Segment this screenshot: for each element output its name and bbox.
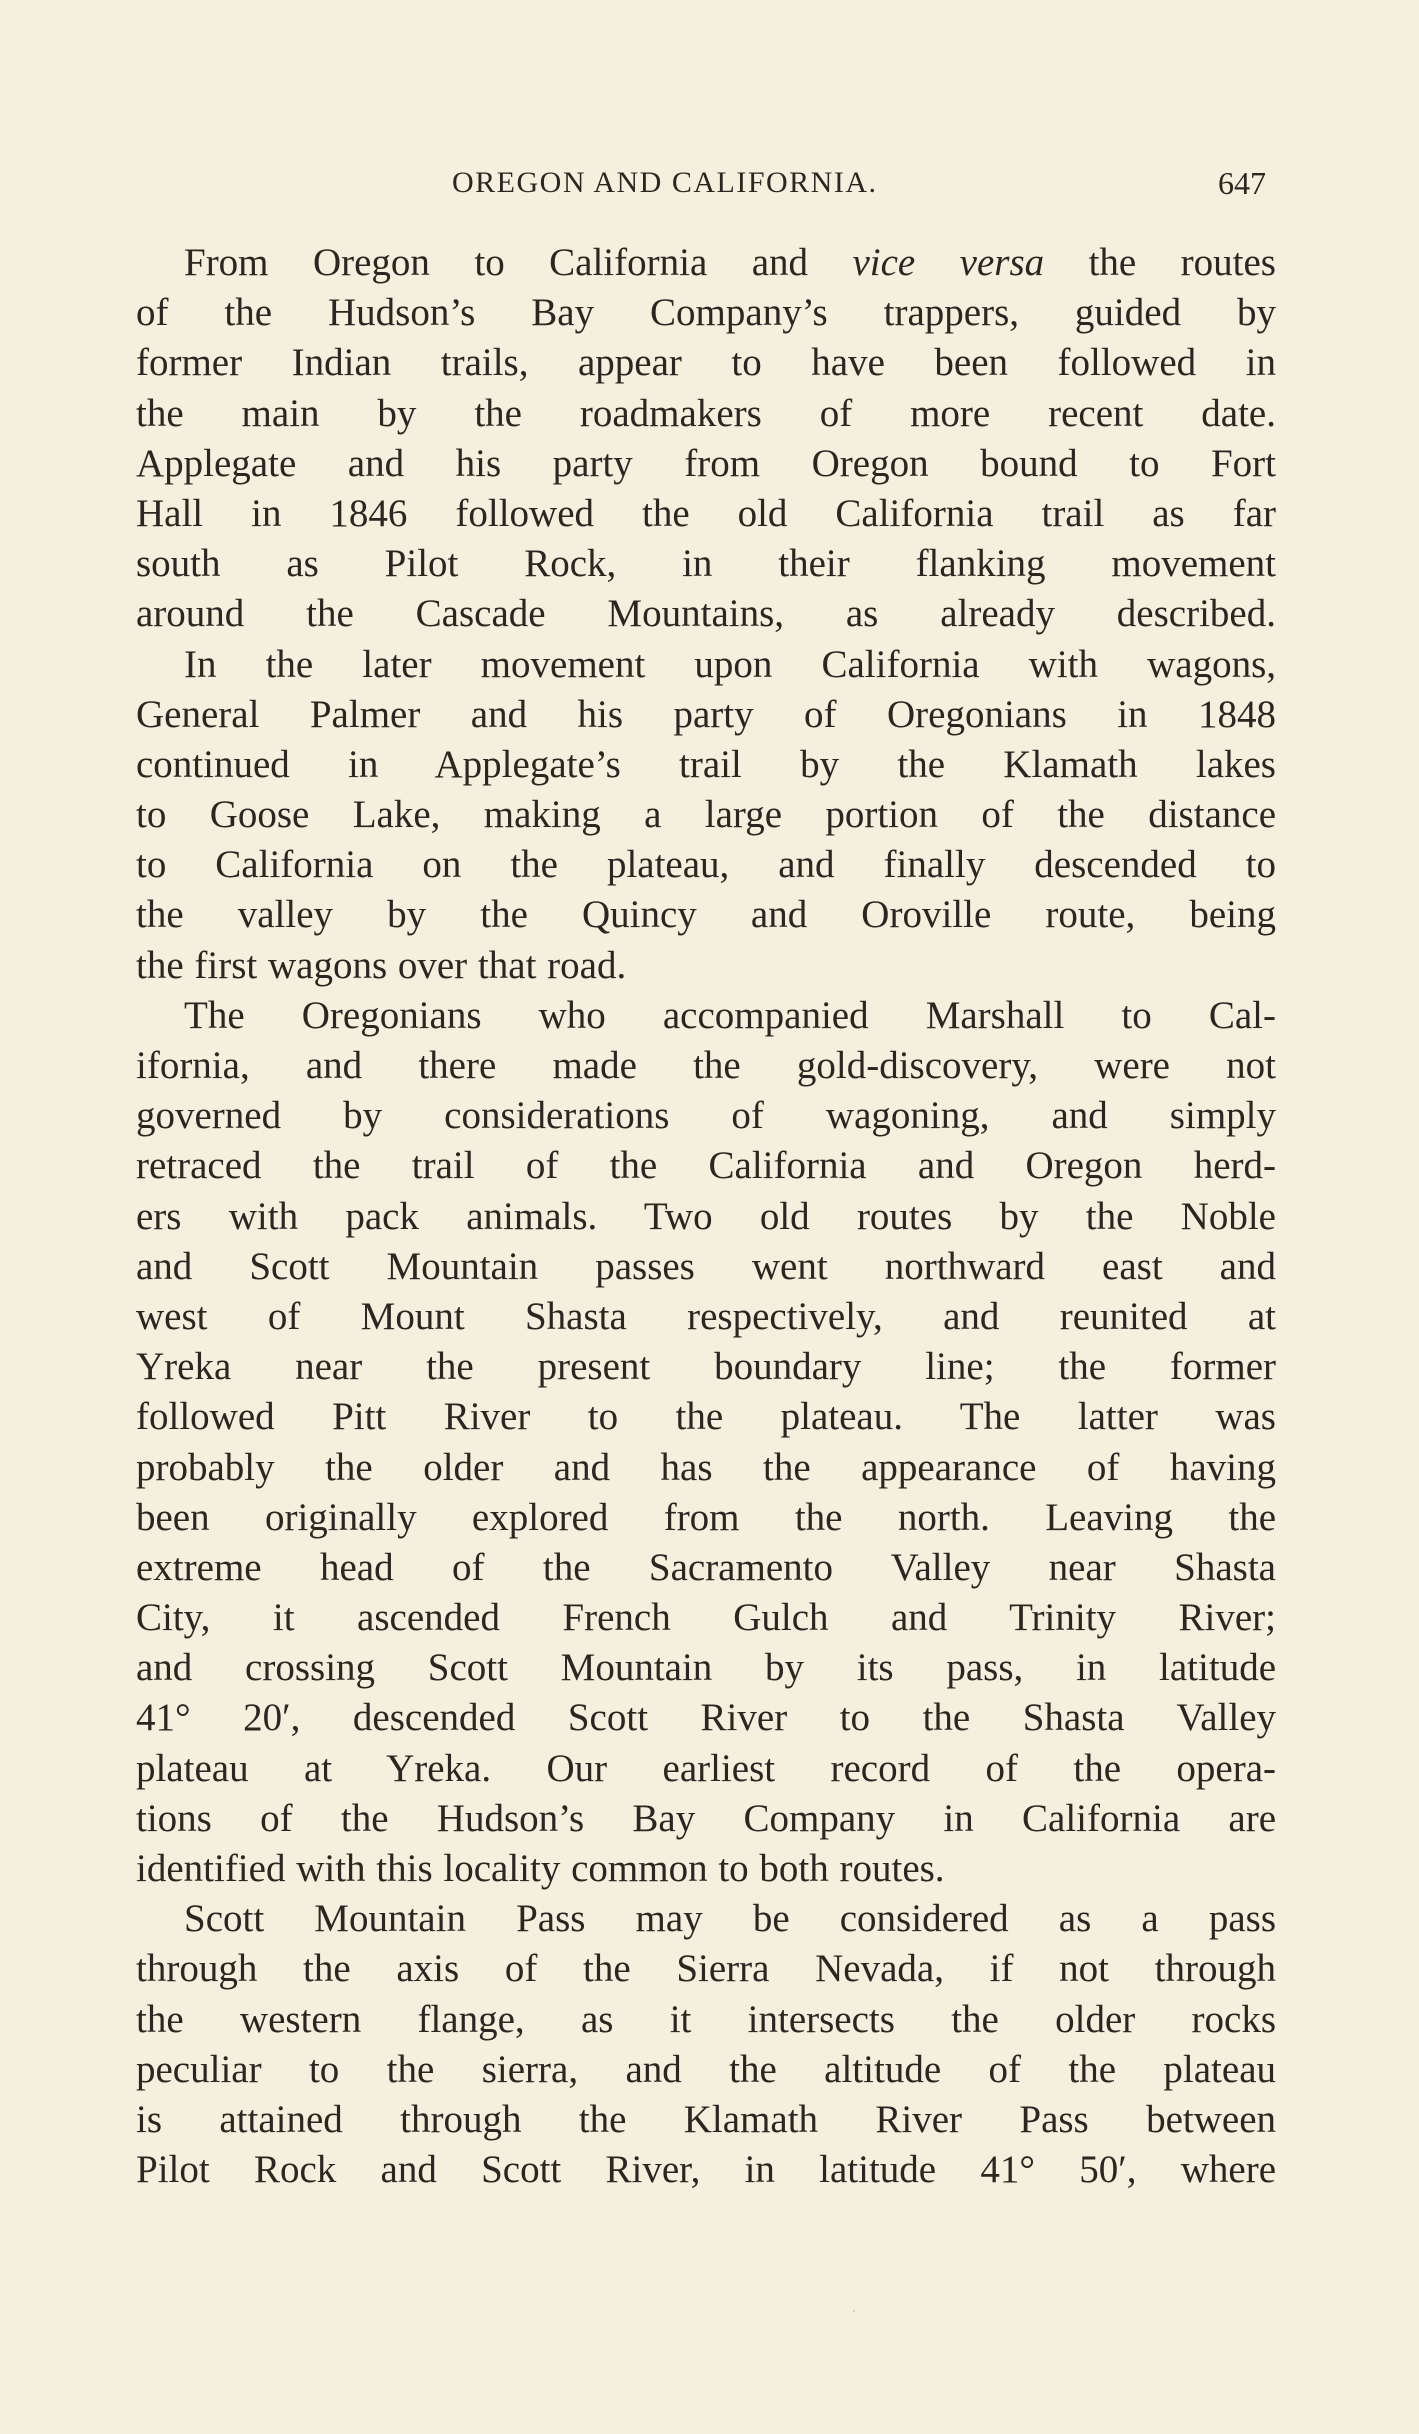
text-line: is attained through the Klamath River Pass between xyxy=(136,2097,1276,2141)
text-line: south as Pilot Rock, in their flanking movement xyxy=(136,542,1276,586)
text-line: ifornia, and there made the gold-discovery, were not xyxy=(136,1044,1276,1087)
running-head xyxy=(0,160,1419,206)
text-line: The Oregonians who accompanied Marshall to Cal- xyxy=(184,993,1276,1037)
text-line: General Palmer and his party of Oregonians in 1848 xyxy=(136,692,1276,736)
text-line: plateau at Yreka. Our earliest record of the opera- xyxy=(136,1746,1276,1790)
text-line: the first wagons over that road. xyxy=(136,943,627,987)
text-line: retraced the trail of the California and Oregon herd- xyxy=(136,1144,1276,1188)
text-line: tions of the Hudson’s Bay Company in California are xyxy=(136,1796,1276,1840)
text-line: identified with this locality common to both routes. xyxy=(136,1847,945,1890)
text-line: City, it ascended French Gulch and Trinity River; xyxy=(136,1596,1276,1640)
text-line: Applegate and his party from Oregon bound to Fort xyxy=(136,441,1276,485)
text-line: former Indian trails, appear to have been followed in xyxy=(136,341,1276,385)
text-line: the valley by the Quincy and Oroville route, being xyxy=(136,893,1276,937)
text-line: around the Cascade Mountains, as already described. xyxy=(136,592,1276,636)
text-line: continued in Applegate’s trail by the Klamath lakes xyxy=(136,742,1276,786)
body-text xyxy=(136,238,1276,2195)
text-line: From Oregon to California and vice versa the routes xyxy=(184,241,1276,284)
text-line: the western flange, as it intersects the older rocks xyxy=(136,1997,1276,2041)
text-line: and crossing Scott Mountain by its pass, in latitude xyxy=(136,1646,1276,1690)
paper-speck xyxy=(853,2310,855,2312)
page-number: 647 xyxy=(1218,165,1266,201)
text-line: the main by the roadmakers of more recent date. xyxy=(136,391,1276,435)
text-line: 41° 20′, descended Scott River to the Shasta Valley xyxy=(136,1696,1276,1740)
text-line: through the axis of the Sierra Nevada, if not through xyxy=(136,1947,1276,1991)
text-line: west of Mount Shasta respectively, and reunited at xyxy=(136,1294,1276,1338)
text-line: Hall in 1846 followed the old California trail as far xyxy=(136,491,1276,535)
text-line: extreme head of the Sacramento Valley near Shasta xyxy=(136,1545,1276,1589)
text-line: In the later movement upon California with wagons, xyxy=(184,642,1276,686)
text-line: probably the older and has the appearance of having xyxy=(136,1445,1276,1489)
text-line: Yreka near the present boundary line; the former xyxy=(136,1345,1276,1389)
text-line: to Goose Lake, making a large portion of the distance xyxy=(136,793,1276,837)
text-line: of the Hudson’s Bay Company’s trappers, guided by xyxy=(136,291,1276,335)
text-line: Pilot Rock and Scott River, in latitude 41° 50′, where xyxy=(136,2148,1276,2192)
italic-phrase: vice versa xyxy=(852,241,1045,284)
text-line: peculiar to the sierra, and the altitude of the plateau xyxy=(136,2047,1276,2091)
text-line: ers with pack animals. Two old routes by the Noble xyxy=(136,1194,1276,1238)
text-line: governed by considerations of wagoning, and simply xyxy=(136,1094,1276,1138)
text-line: to California on the plateau, and finally descended to xyxy=(136,843,1276,887)
running-title: OREGON AND CALIFORNIA. xyxy=(452,166,878,199)
text-line: Scott Mountain Pass may be considered as a pass xyxy=(184,1897,1276,1941)
text-line: followed Pitt River to the plateau. The latter was xyxy=(136,1395,1276,1439)
text-line: and Scott Mountain passes went northward east and xyxy=(136,1244,1276,1288)
text-line: been originally explored from the north. Leaving the xyxy=(136,1495,1276,1539)
